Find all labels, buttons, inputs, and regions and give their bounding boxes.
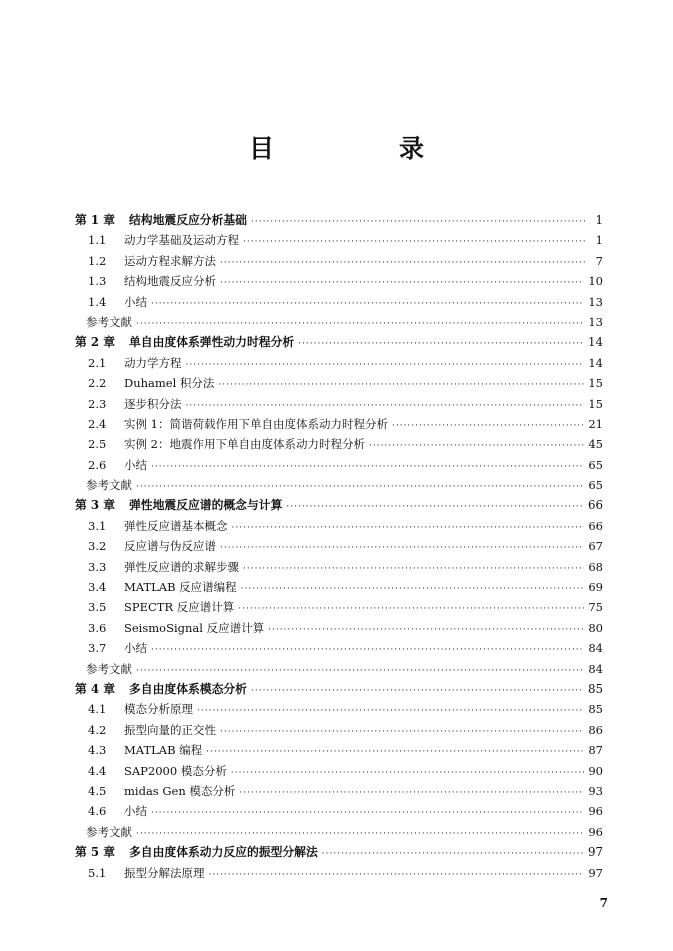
toc-entry-page: 85 [587, 681, 603, 696]
toc-entry-number: 1.3 [88, 274, 107, 289]
dot-leader [197, 701, 584, 719]
toc-entry-page: 84 [588, 641, 603, 656]
toc-entry-page: 69 [588, 580, 603, 595]
toc-entry-chapter [75, 210, 603, 230]
toc-entry-page: 21 [588, 416, 603, 431]
toc-entry-refs [75, 822, 603, 842]
toc-entry-section [75, 740, 603, 760]
dot-leader [136, 824, 584, 842]
toc-entry-title: 运动方程求解方法 [124, 253, 216, 268]
dot-leader [243, 559, 584, 577]
dot-leader [369, 436, 584, 454]
dot-leader [220, 273, 584, 291]
toc-entry-refs [75, 475, 603, 495]
toc-entry-page: 10 [588, 274, 603, 289]
toc-entry-title: 多自由度体系动力反应的振型分解法 [129, 845, 318, 860]
toc-entry-title: SAP2000 模态分析 [124, 763, 227, 778]
dot-leader [241, 579, 585, 597]
dot-leader [151, 294, 584, 312]
toc-entry-section [75, 720, 603, 740]
toc-entry-number: 1.2 [88, 253, 107, 268]
toc-entry-number: 4.6 [88, 804, 107, 819]
toc-entry-chapter [75, 842, 603, 862]
dot-leader [220, 538, 584, 556]
toc-entry-title: 实例 2：地震作用下单自由度体系动力时程分析 [124, 437, 365, 452]
dot-leader [136, 477, 584, 495]
toc-entry-section [75, 455, 603, 475]
toc-entry-page: 7 [595, 253, 603, 268]
dot-leader [151, 803, 584, 821]
toc-entry-number: 第 4 章 [75, 681, 116, 696]
toc-entry-number: 3.3 [88, 559, 107, 574]
toc-entry-title: 弹性反应谱基本概念 [124, 518, 228, 533]
toc-entry-section [75, 414, 603, 434]
dot-leader [231, 763, 585, 781]
toc-entry-page: 75 [588, 600, 603, 615]
toc-entry-title: midas Gen 模态分析 [124, 783, 236, 798]
toc-entry-page: 96 [588, 824, 603, 839]
toc-entry-number: 4.4 [88, 763, 107, 778]
toc-entry-title: 振型向量的正交性 [124, 722, 216, 737]
dot-leader [298, 334, 584, 352]
toc-entry-refs [75, 659, 603, 679]
toc-entry-number: 2.3 [88, 396, 107, 411]
toc-entry-refs [75, 312, 603, 332]
toc-entry-number: 2.5 [88, 437, 107, 452]
dot-leader [251, 681, 584, 699]
toc-entry-number: 第 1 章 [75, 213, 116, 227]
toc-entry-title: 参考文献 [86, 661, 132, 676]
toc-entry-title: 弹性反应谱的求解步骤 [124, 559, 239, 574]
toc-entry-number: 第 3 章 [75, 498, 116, 513]
dot-leader [239, 783, 584, 801]
toc-entry-page: 14 [587, 335, 603, 350]
toc-entry-section [75, 577, 603, 597]
toc-entry-title: 小结 [124, 294, 147, 309]
toc-entry-number: 第 2 章 [75, 335, 116, 350]
dot-leader [186, 396, 585, 414]
toc-entry-page: 66 [588, 518, 603, 533]
toc-entry-chapter [75, 332, 603, 352]
toc-entry-title: 小结 [124, 457, 147, 472]
toc-entry-section [75, 863, 603, 883]
toc-entry-title: 反应谱与伪反应谱 [124, 539, 216, 554]
toc-entry-section [75, 353, 603, 373]
toc-entry-title: 单自由度体系弹性动力时程分析 [129, 335, 295, 350]
toc-entry-section [75, 801, 603, 821]
toc-entry-page: 66 [587, 498, 603, 513]
toc-entry-page: 87 [588, 743, 603, 758]
toc-entry-title: 动力学基础及运动方程 [124, 233, 239, 248]
toc-entry-title: 振型分解法原理 [124, 865, 205, 880]
toc-entry-title: Duhamel 积分法 [124, 376, 215, 391]
toc-entry-number: 4.1 [88, 702, 107, 717]
toc-entry-number: 3.1 [88, 518, 107, 533]
toc-entry-title: 参考文献 [86, 478, 132, 493]
dot-leader [322, 844, 584, 862]
dot-leader [136, 661, 584, 679]
page-title: 目 录 [248, 134, 474, 163]
dot-leader [251, 212, 585, 230]
toc-entry-page: 13 [588, 314, 603, 329]
toc-entry-page: 13 [588, 294, 603, 309]
toc-entry-title: 动力学方程 [124, 355, 182, 370]
toc-entry-number: 4.3 [88, 743, 107, 758]
toc-entry-page: 97 [588, 865, 603, 880]
toc-entry-page: 97 [587, 845, 603, 860]
toc-entry-section [75, 230, 603, 250]
dot-leader [268, 620, 584, 638]
toc-entry-chapter [75, 495, 603, 515]
toc-entry-number: 第 5 章 [75, 845, 116, 860]
toc-entry-title: 小结 [124, 804, 147, 819]
toc-entry-section [75, 536, 603, 556]
toc-entry-title: 参考文献 [86, 314, 132, 329]
toc-entry-page: 86 [588, 722, 603, 737]
dot-leader [209, 865, 585, 883]
toc-entry-page: 15 [588, 376, 603, 391]
dot-leader [232, 518, 585, 536]
toc-entry-page: 84 [588, 661, 603, 676]
dot-leader [151, 457, 584, 475]
dot-leader [392, 416, 584, 434]
dot-leader [206, 742, 584, 760]
toc-entry-page: 85 [588, 702, 603, 717]
toc-entry-page: 80 [588, 620, 603, 635]
toc-entry-section [75, 373, 603, 393]
toc-entry-title: MATLAB 编程 [124, 743, 203, 758]
toc-entry-page: 65 [588, 457, 603, 472]
toc-entry-number: 2.2 [88, 376, 107, 391]
toc-entry-page: 15 [588, 396, 603, 411]
table-of-contents [75, 210, 603, 883]
toc-entry-section [75, 638, 603, 658]
toc-entry-section [75, 761, 603, 781]
toc-entry-title: SeismoSignal 反应谱计算 [124, 620, 265, 635]
toc-entry-number: 4.2 [88, 722, 107, 737]
toc-entry-number: 1.1 [88, 233, 107, 248]
toc-entry-title: 弹性地震反应谱的概念与计算 [129, 498, 283, 513]
toc-entry-number: 3.6 [88, 620, 107, 635]
page-number: 7 [599, 896, 608, 910]
toc-entry-number: 3.7 [88, 641, 107, 656]
toc-entry-section [75, 618, 603, 638]
toc-entry-section [75, 516, 603, 536]
toc-entry-page: 96 [588, 804, 603, 819]
toc-entry-number: 4.5 [88, 783, 107, 798]
dot-leader [243, 232, 585, 250]
toc-entry-title: 逐步积分法 [124, 396, 182, 411]
toc-entry-title: MATLAB 反应谱编程 [124, 580, 237, 595]
dot-leader [286, 497, 584, 515]
toc-entry-page: 93 [588, 783, 603, 798]
dot-leader [238, 599, 584, 617]
toc-entry-number: 1.4 [88, 294, 107, 309]
toc-entry-section [75, 251, 603, 271]
toc-entry-number: 2.6 [88, 457, 107, 472]
toc-entry-number: 3.5 [88, 600, 107, 615]
toc-entry-page: 65 [588, 478, 603, 493]
toc-entry-title: 参考文献 [86, 824, 132, 839]
toc-entry-title: 小结 [124, 641, 147, 656]
dot-leader [220, 253, 585, 271]
dot-leader [186, 355, 585, 373]
toc-entry-number: 2.4 [88, 416, 107, 431]
toc-entry-page: 1 [595, 233, 603, 248]
toc-entry-section [75, 271, 603, 291]
toc-entry-section [75, 434, 603, 454]
dot-leader [151, 640, 584, 658]
toc-entry-title: SPECTR 反应谱计算 [124, 600, 235, 615]
toc-entry-title: 实例 1：简谐荷载作用下单自由度体系动力时程分析 [124, 416, 388, 431]
toc-entry-title: 结构地震反应分析 [124, 274, 216, 289]
toc-entry-title: 结构地震反应分析基础 [129, 213, 247, 227]
toc-entry-page: 68 [588, 559, 603, 574]
toc-entry-title: 模态分析原理 [124, 702, 193, 717]
dot-leader [136, 314, 584, 332]
toc-entry-number: 2.1 [88, 355, 107, 370]
toc-entry-number: 3.4 [88, 580, 107, 595]
toc-entry-chapter [75, 679, 603, 699]
toc-entry-section [75, 394, 603, 414]
toc-entry-number: 3.2 [88, 539, 107, 554]
toc-entry-page: 45 [588, 437, 603, 452]
dot-leader [218, 375, 584, 393]
toc-entry-title: 多自由度体系模态分析 [129, 681, 247, 696]
toc-entry-section [75, 781, 603, 801]
toc-entry-section [75, 699, 603, 719]
toc-entry-page: 90 [588, 763, 603, 778]
toc-entry-section [75, 597, 603, 617]
dot-leader [220, 722, 584, 740]
toc-entry-page: 14 [588, 355, 603, 370]
toc-entry-section [75, 292, 603, 312]
toc-entry-number: 5.1 [88, 865, 107, 880]
toc-entry-page: 67 [588, 539, 603, 554]
toc-entry-section [75, 557, 603, 577]
toc-entry-page: 1 [595, 213, 603, 227]
